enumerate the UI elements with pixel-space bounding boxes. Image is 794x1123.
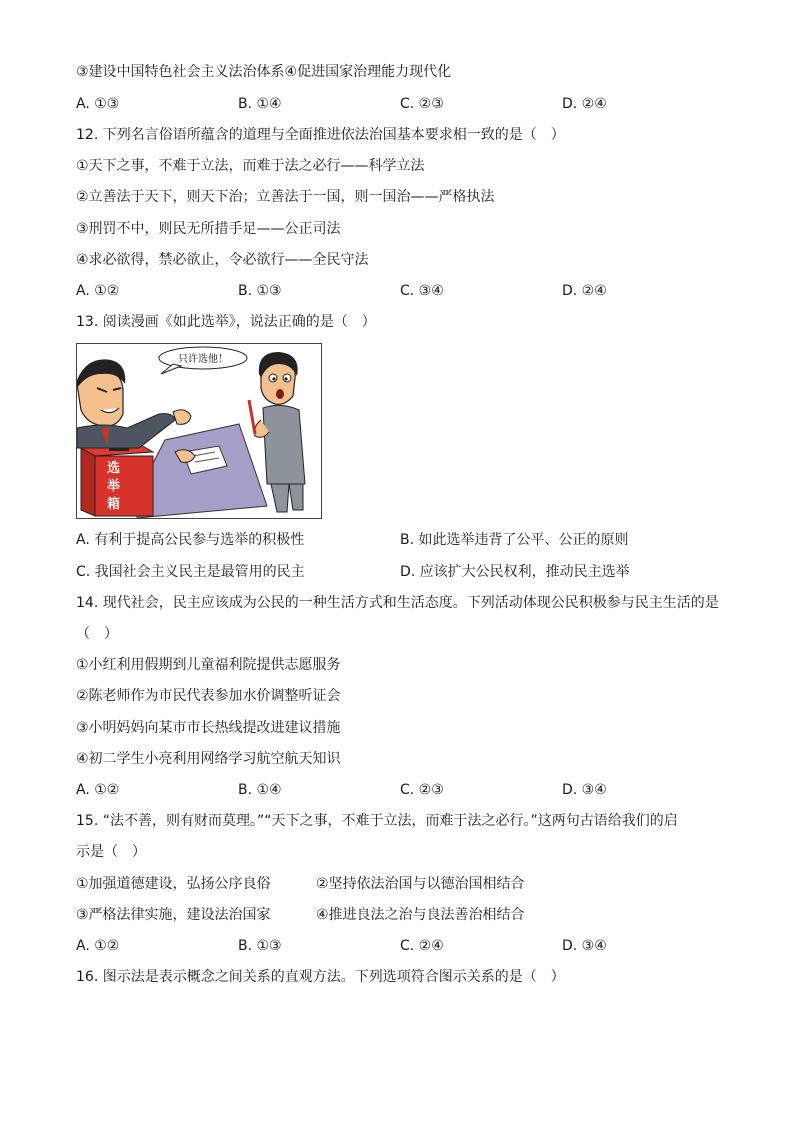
q15-option-b: B. ①③ [238,938,282,954]
q14-stem-line2: （ ） [76,626,118,642]
q11-option-c: C. ②③ [400,96,444,112]
q13-option-c: C. 我国社会主义民主是最管用的民主 [76,564,305,580]
q15-item-4: ④推进良法之治与良法善治相结合 [316,907,525,923]
q14-option-a: A. ①② [76,782,120,798]
q11-option-d: D. ②④ [562,96,607,112]
q14-stem-line1: 14. 现代社会，民主应该成为公民的一种生活方式和生活态度。下列活动体现公民积极参与民主生活的是 [76,595,719,611]
q15-option-d: D. ③④ [562,938,607,954]
q14-item-1: ①小红利用假期到儿童福利院提供志愿服务 [76,657,341,673]
q14-item-4: ④初二学生小亮利用网络学习航空航天知识 [76,751,341,767]
q14-option-b: B. ①④ [238,782,282,798]
q13-option-b: B. 如此选举违背了公平、公正的原则 [400,532,629,548]
ballot-box-side [81,448,95,516]
q11-option-b: B. ①④ [238,96,282,112]
box-label-2: 举 [107,479,121,494]
q15-stem-line2: 示是（ ） [76,844,146,860]
q15-item-2: ②坚持依法治国与以德治国相结合 [316,876,525,892]
q13-option-a: A. 有利于提高公民参与选举的积极性 [76,532,305,548]
election-cartoon [76,343,322,519]
q11-stem-tail: ③建设中国特色社会主义法治体系④促进国家治理能力现代化 [76,64,452,80]
q13-option-d: D. 应该扩大公民权利，推动民主选举 [400,564,630,580]
q15-option-a: A. ①② [76,938,120,954]
q12-item-2: ②立善法于天下，则天下治；立善法于一国，则一国治——严格执法 [76,189,495,205]
voter-suit [263,405,305,484]
ballot-box [95,456,153,516]
q12-stem: 12. 下列名言俗语所蕴含的道理与全面推进依法治国基本要求相一致的是（ ） [76,127,565,143]
q15-stem-line1: 15. “法不善，则有财而莫理。”“天下之事，不难于立法，而难于法之必行。”这两句古语给我们的启 [76,813,678,829]
speech-text: 只许选他！ [178,354,228,365]
q12-option-d: D. ②④ [562,283,607,299]
q12-option-c: C. ③④ [400,283,444,299]
q15-option-c: C. ②④ [400,938,444,954]
q14-item-2: ②陈老师作为市民代表参加水价调整听证会 [76,688,341,704]
q12-option-b: B. ①③ [238,283,282,299]
q14-option-c: C. ②③ [400,782,444,798]
q12-item-3: ③刑罚不中，则民无所措手足——公正司法 [76,221,341,237]
q16-stem: 16. 图示法是表示概念之间关系的直观方法。下列选项符合图示关系的是（ ） [76,969,565,985]
q12-option-a: A. ①② [76,283,120,299]
q12-item-4: ④求必欲得，禁必欲止，令必欲行——全民守法 [76,252,369,268]
q15-item-1: ①加强道德建设，弘扬公序良俗 [76,876,271,892]
voter-pen [249,400,255,434]
box-label-3: 箱 [107,497,121,512]
q14-option-d: D. ③④ [562,782,607,798]
q13-stem: 13. 阅读漫画《如此选举》，说法正确的是（ ） [76,314,376,330]
q11-option-a: A. ①③ [76,96,120,112]
cartoon-illustration [77,344,321,518]
official-hand [173,410,191,425]
q12-item-1: ①天下之事，不难于立法，而难于法之必行——科学立法 [76,158,425,174]
box-label-1: 选 [107,461,121,476]
q14-item-3: ③小明妈妈向某市市长热线提改进建议措施 [76,720,341,736]
q15-item-3: ③严格法律实施，建设法治国家 [76,907,271,923]
